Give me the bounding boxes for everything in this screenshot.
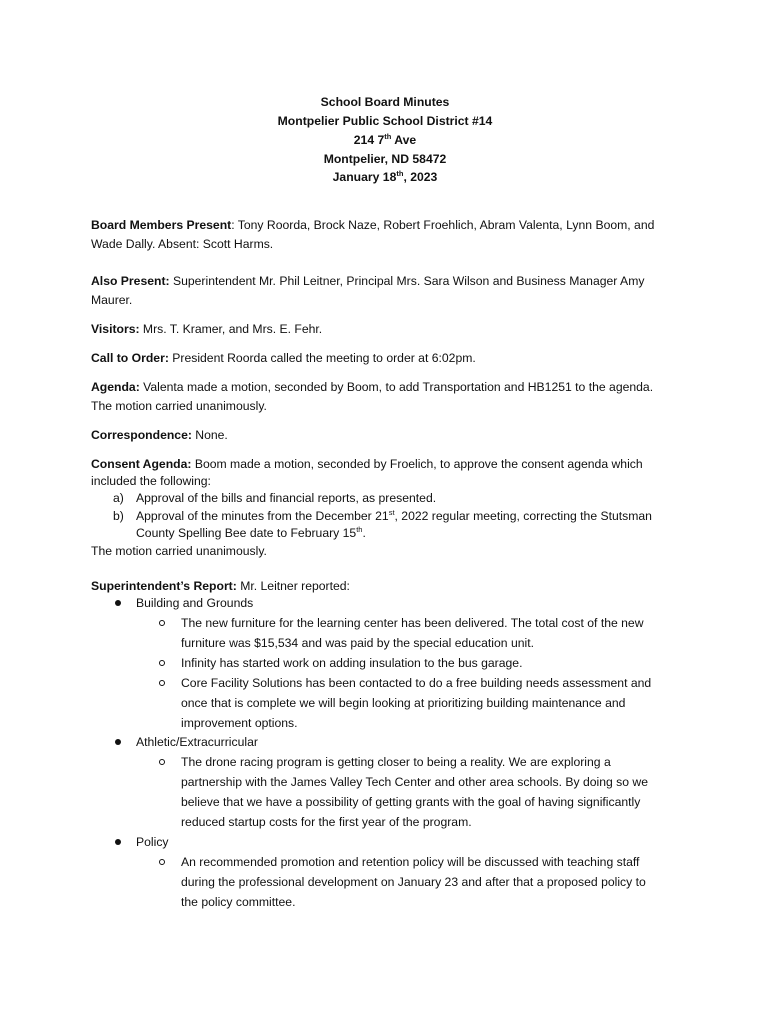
bullet-icon [115, 839, 121, 845]
board-members-line: Board Members Present: Tony Roorda, Brock Naze, Robert Froehlich, Abram Valenta, Lynn Boom, and [91, 218, 655, 232]
document-title: School Board Minutes [320, 95, 450, 109]
consent-agenda-line: Consent Agenda: Boom made a motion, seconded by Froelich, to approve the consent agenda which [91, 457, 643, 471]
policy-item-1-line-3: the policy committee. [181, 895, 296, 909]
sub-bullet-icon [159, 759, 165, 765]
list-marker-b: b) [113, 509, 124, 523]
building-item-2-line-1: Infinity has started work on adding insulation to the bus garage. [181, 656, 523, 670]
supt-report-line: Superintendent’s Report: Mr. Leitner reported: [91, 579, 350, 593]
also-present-line-2: Maurer. [91, 293, 133, 307]
bullet-icon [115, 600, 121, 606]
correspondence-label: Correspondence: [91, 428, 192, 442]
meeting-date: January 18th, 2023 [332, 168, 438, 184]
section-title-building: Building and Grounds [136, 596, 254, 610]
board-members-line-2: Wade Dally. Absent: Scott Harms. [91, 237, 274, 251]
correspondence-line: Correspondence: None. [91, 428, 228, 442]
bullet-icon [115, 739, 121, 745]
building-item-1-line-1: The new furniture for the learning center has been delivered. The total cost of the new [181, 616, 644, 630]
agenda-line: Agenda: Valenta made a motion, seconded by Boom, to add Transportation and HB1251 to the agenda. [91, 380, 654, 394]
supt-report-label: Superintendent’s Report: [91, 579, 237, 593]
athletic-item-1-line-2: partnership with the James Valley Tech Center and other area schools. By doing so we [181, 775, 648, 789]
district-name: Montpelier Public School District #14 [277, 114, 493, 128]
athletic-item-1-line-1: The drone racing program is getting closer to being a reality. We are exploring a [181, 755, 611, 769]
policy-item-1-line-2: during the professional development on January 23 and after that a proposed policy to [181, 875, 646, 889]
consent-agenda-label: Consent Agenda: [91, 457, 192, 471]
building-item-1-line-2: furniture was $15,534 and was paid by the special education unit. [181, 636, 534, 650]
building-item-3-line-1: Core Facility Solutions has been contacted to do a free building needs assessment and [181, 676, 652, 690]
building-item-3-line-3: improvement options. [181, 716, 298, 730]
agenda-line-2: The motion carried unanimously. [91, 399, 267, 413]
section-title-policy: Policy [136, 835, 169, 849]
consent-item-b-line-2: County Spelling Bee date to February 15th. [136, 524, 366, 540]
visitors-label: Visitors: [91, 322, 140, 336]
section-title-athletic: Athletic/Extracurricular [136, 735, 258, 749]
call-to-order-label: Call to Order: [91, 351, 169, 365]
board-members-label: Board Members Present [91, 218, 232, 232]
consent-item-b: Approval of the minutes from the December 21st, 2022 regular meeting, correcting the Stutsman [136, 507, 652, 523]
consent-item-a: Approval of the bills and financial reports, as presented. [136, 491, 437, 505]
call-to-order-line: Call to Order: President Roorda called the meeting to order at 6:02pm. [91, 351, 476, 365]
district-address: 214 7th Ave [353, 131, 417, 147]
policy-item-1-line-1: An recommended promotion and retention policy will be discussed with teaching staff [181, 855, 640, 869]
also-present-line: Also Present: Superintendent Mr. Phil Leitner, Principal Mrs. Sara Wilson and Business Manager Amy [91, 274, 645, 288]
consent-closing: The motion carried unanimously. [91, 544, 267, 558]
building-item-3-line-2: once that is complete we will begin looking at prioritizing building maintenance and [181, 696, 626, 710]
also-present-label: Also Present: [91, 274, 170, 288]
athletic-item-1-line-3: believe that we have a possibility of getting grants with the goal of having significantly [181, 795, 641, 809]
consent-agenda-line-2: included the following: [91, 474, 211, 488]
visitors-line: Visitors: Mrs. T. Kramer, and Mrs. E. Fehr. [91, 322, 323, 336]
agenda-label: Agenda: [91, 380, 140, 394]
sub-bullet-icon [159, 680, 165, 686]
district-city: Montpelier, ND 58472 [323, 152, 447, 166]
sub-bullet-icon [159, 859, 165, 865]
list-marker-a: a) [113, 491, 124, 505]
sub-bullet-icon [159, 620, 165, 626]
athletic-item-1-line-4: reduced startup costs for the first year of the program. [181, 815, 472, 829]
sub-bullet-icon [159, 660, 165, 666]
